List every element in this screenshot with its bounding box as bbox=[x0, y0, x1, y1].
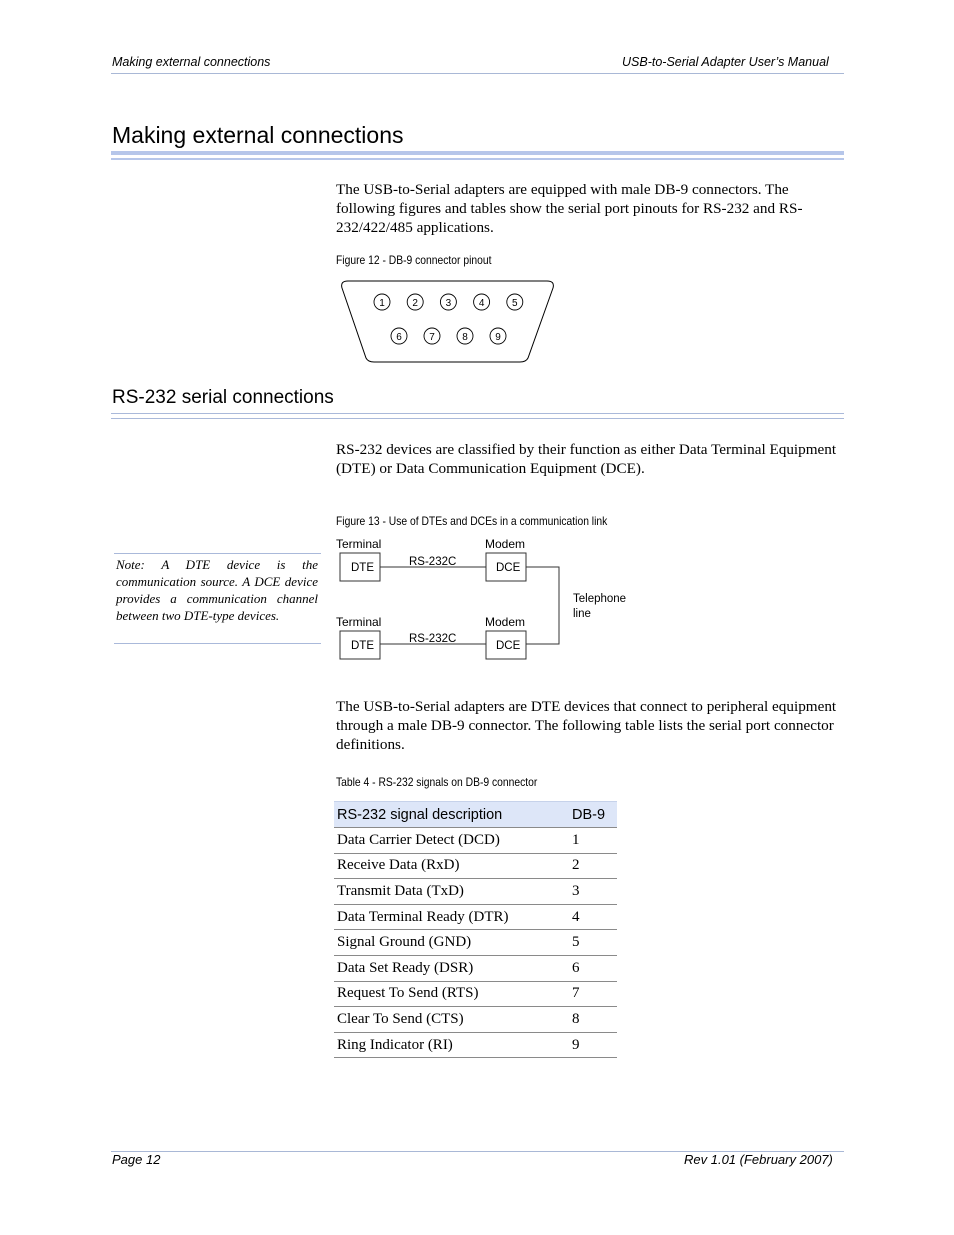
table-row bbox=[334, 828, 617, 854]
table-header-row bbox=[334, 802, 617, 828]
revision-info: Rev 1.01 (February 2007) bbox=[684, 1152, 833, 1167]
table-row bbox=[334, 1007, 617, 1033]
pin-number: 4 bbox=[478, 298, 485, 309]
figure-13-caption: Figure 13 - Use of DTEs and DCEs in a communication link bbox=[336, 514, 608, 528]
dce-label-bottom: DCE bbox=[496, 640, 521, 652]
pin-number: 2 bbox=[412, 298, 418, 309]
modem-label-bottom: Modem bbox=[485, 615, 526, 629]
terminal-label-top: Terminal bbox=[336, 537, 382, 551]
db9-pin-cell: 2 bbox=[569, 853, 617, 879]
db9-pin-cell: 3 bbox=[569, 879, 617, 905]
telephone-label-2: line bbox=[573, 608, 591, 620]
side-note: Note: A DTE device is the communication source. A DCE device provides a communication channel between two DTE-type devices. bbox=[116, 557, 318, 623]
note-rule-top bbox=[114, 553, 321, 554]
figure-12-caption: Figure 12 - DB-9 connector pinout bbox=[336, 253, 492, 267]
signal-description-cell: Data Carrier Detect (DCD) bbox=[334, 828, 569, 854]
signal-description-cell: Transmit Data (TxD) bbox=[334, 879, 569, 905]
telephone-label-1: Telephone bbox=[573, 593, 627, 605]
header-rule bbox=[111, 73, 844, 74]
signal-description-cell: Receive Data (RxD) bbox=[334, 853, 569, 879]
db9-connector-diagram bbox=[336, 276, 562, 368]
column-header-description: RS-232 signal description bbox=[334, 802, 569, 828]
pin-number: 1 bbox=[379, 298, 385, 309]
section-title: Making external connections bbox=[112, 122, 404, 148]
page-number: Page 12 bbox=[112, 1152, 161, 1167]
signal-description-cell: Signal Ground (GND) bbox=[334, 930, 569, 956]
db9-pin-cell: 7 bbox=[569, 981, 617, 1007]
db9-pin-cell: 6 bbox=[569, 955, 617, 981]
pin-number: 9 bbox=[495, 332, 501, 343]
table-row bbox=[334, 1032, 617, 1058]
adapters-paragraph: The USB-to-Serial adapters are DTE devices that connect to peripheral equipment through a male DB-9 connector. The following table lists the serial port connector definitions. bbox=[336, 698, 837, 753]
table-row bbox=[334, 981, 617, 1007]
modem-label-top: Modem bbox=[485, 537, 526, 551]
table-row bbox=[334, 904, 617, 930]
dte-label-top: DTE bbox=[351, 562, 374, 574]
table-row bbox=[334, 853, 617, 879]
db9-pin-cell: 4 bbox=[569, 904, 617, 930]
rs232-intro-paragraph: RS-232 devices are classified by their function as either Data Terminal Equipment (DTE) or Data Communication Equipment (DCE). bbox=[336, 441, 837, 477]
signal-description-cell: Request To Send (RTS) bbox=[334, 981, 569, 1007]
db9-pin-cell: 1 bbox=[569, 828, 617, 854]
pin-number: 6 bbox=[396, 332, 402, 343]
pin-number: 7 bbox=[429, 332, 435, 343]
signal-description-cell: Data Set Ready (DSR) bbox=[334, 955, 569, 981]
intro-paragraph: The USB-to-Serial adapters are equipped with male DB-9 connectors. The following figures and tables show the serial port pinouts for RS-232 and RS-232/422/485 applications. bbox=[336, 181, 803, 236]
section-title-rule-thick bbox=[111, 151, 844, 155]
rs232c-label-bottom: RS-232C bbox=[409, 633, 457, 645]
section-title-rule-thin bbox=[111, 158, 844, 160]
db9-pin-cell: 5 bbox=[569, 930, 617, 956]
column-header-db9: DB-9 bbox=[569, 802, 617, 828]
subsection-rule-2 bbox=[111, 418, 844, 419]
terminal-label-bottom: Terminal bbox=[336, 615, 382, 629]
signal-table bbox=[334, 801, 617, 1058]
running-header-right: USB-to-Serial Adapter User’s Manual bbox=[622, 55, 829, 69]
db9-pin-cell: 8 bbox=[569, 1007, 617, 1033]
signal-description-cell: Ring Indicator (RI) bbox=[334, 1032, 569, 1058]
table-row bbox=[334, 879, 617, 905]
table-row bbox=[334, 930, 617, 956]
pin-number: 8 bbox=[462, 332, 468, 343]
running-header-left: Making external connections bbox=[112, 55, 271, 69]
rs232c-label-top: RS-232C bbox=[409, 556, 457, 568]
subsection-title: RS-232 serial connections bbox=[112, 387, 334, 408]
dce-label-top: DCE bbox=[496, 562, 521, 574]
note-rule-bottom bbox=[114, 643, 321, 644]
signal-description-cell: Data Terminal Ready (DTR) bbox=[334, 904, 569, 930]
dte-dce-diagram bbox=[334, 535, 644, 665]
signal-description-cell: Clear To Send (CTS) bbox=[334, 1007, 569, 1033]
telephone-line bbox=[526, 567, 559, 644]
pin-number: 5 bbox=[512, 298, 518, 309]
table-4-caption: Table 4 - RS-232 signals on DB-9 connector bbox=[336, 775, 538, 789]
db9-pin-cell: 9 bbox=[569, 1032, 617, 1058]
pin-number: 3 bbox=[445, 298, 452, 309]
subsection-rule-1 bbox=[111, 413, 844, 414]
dte-label-bottom: DTE bbox=[351, 640, 374, 652]
table-row bbox=[334, 955, 617, 981]
